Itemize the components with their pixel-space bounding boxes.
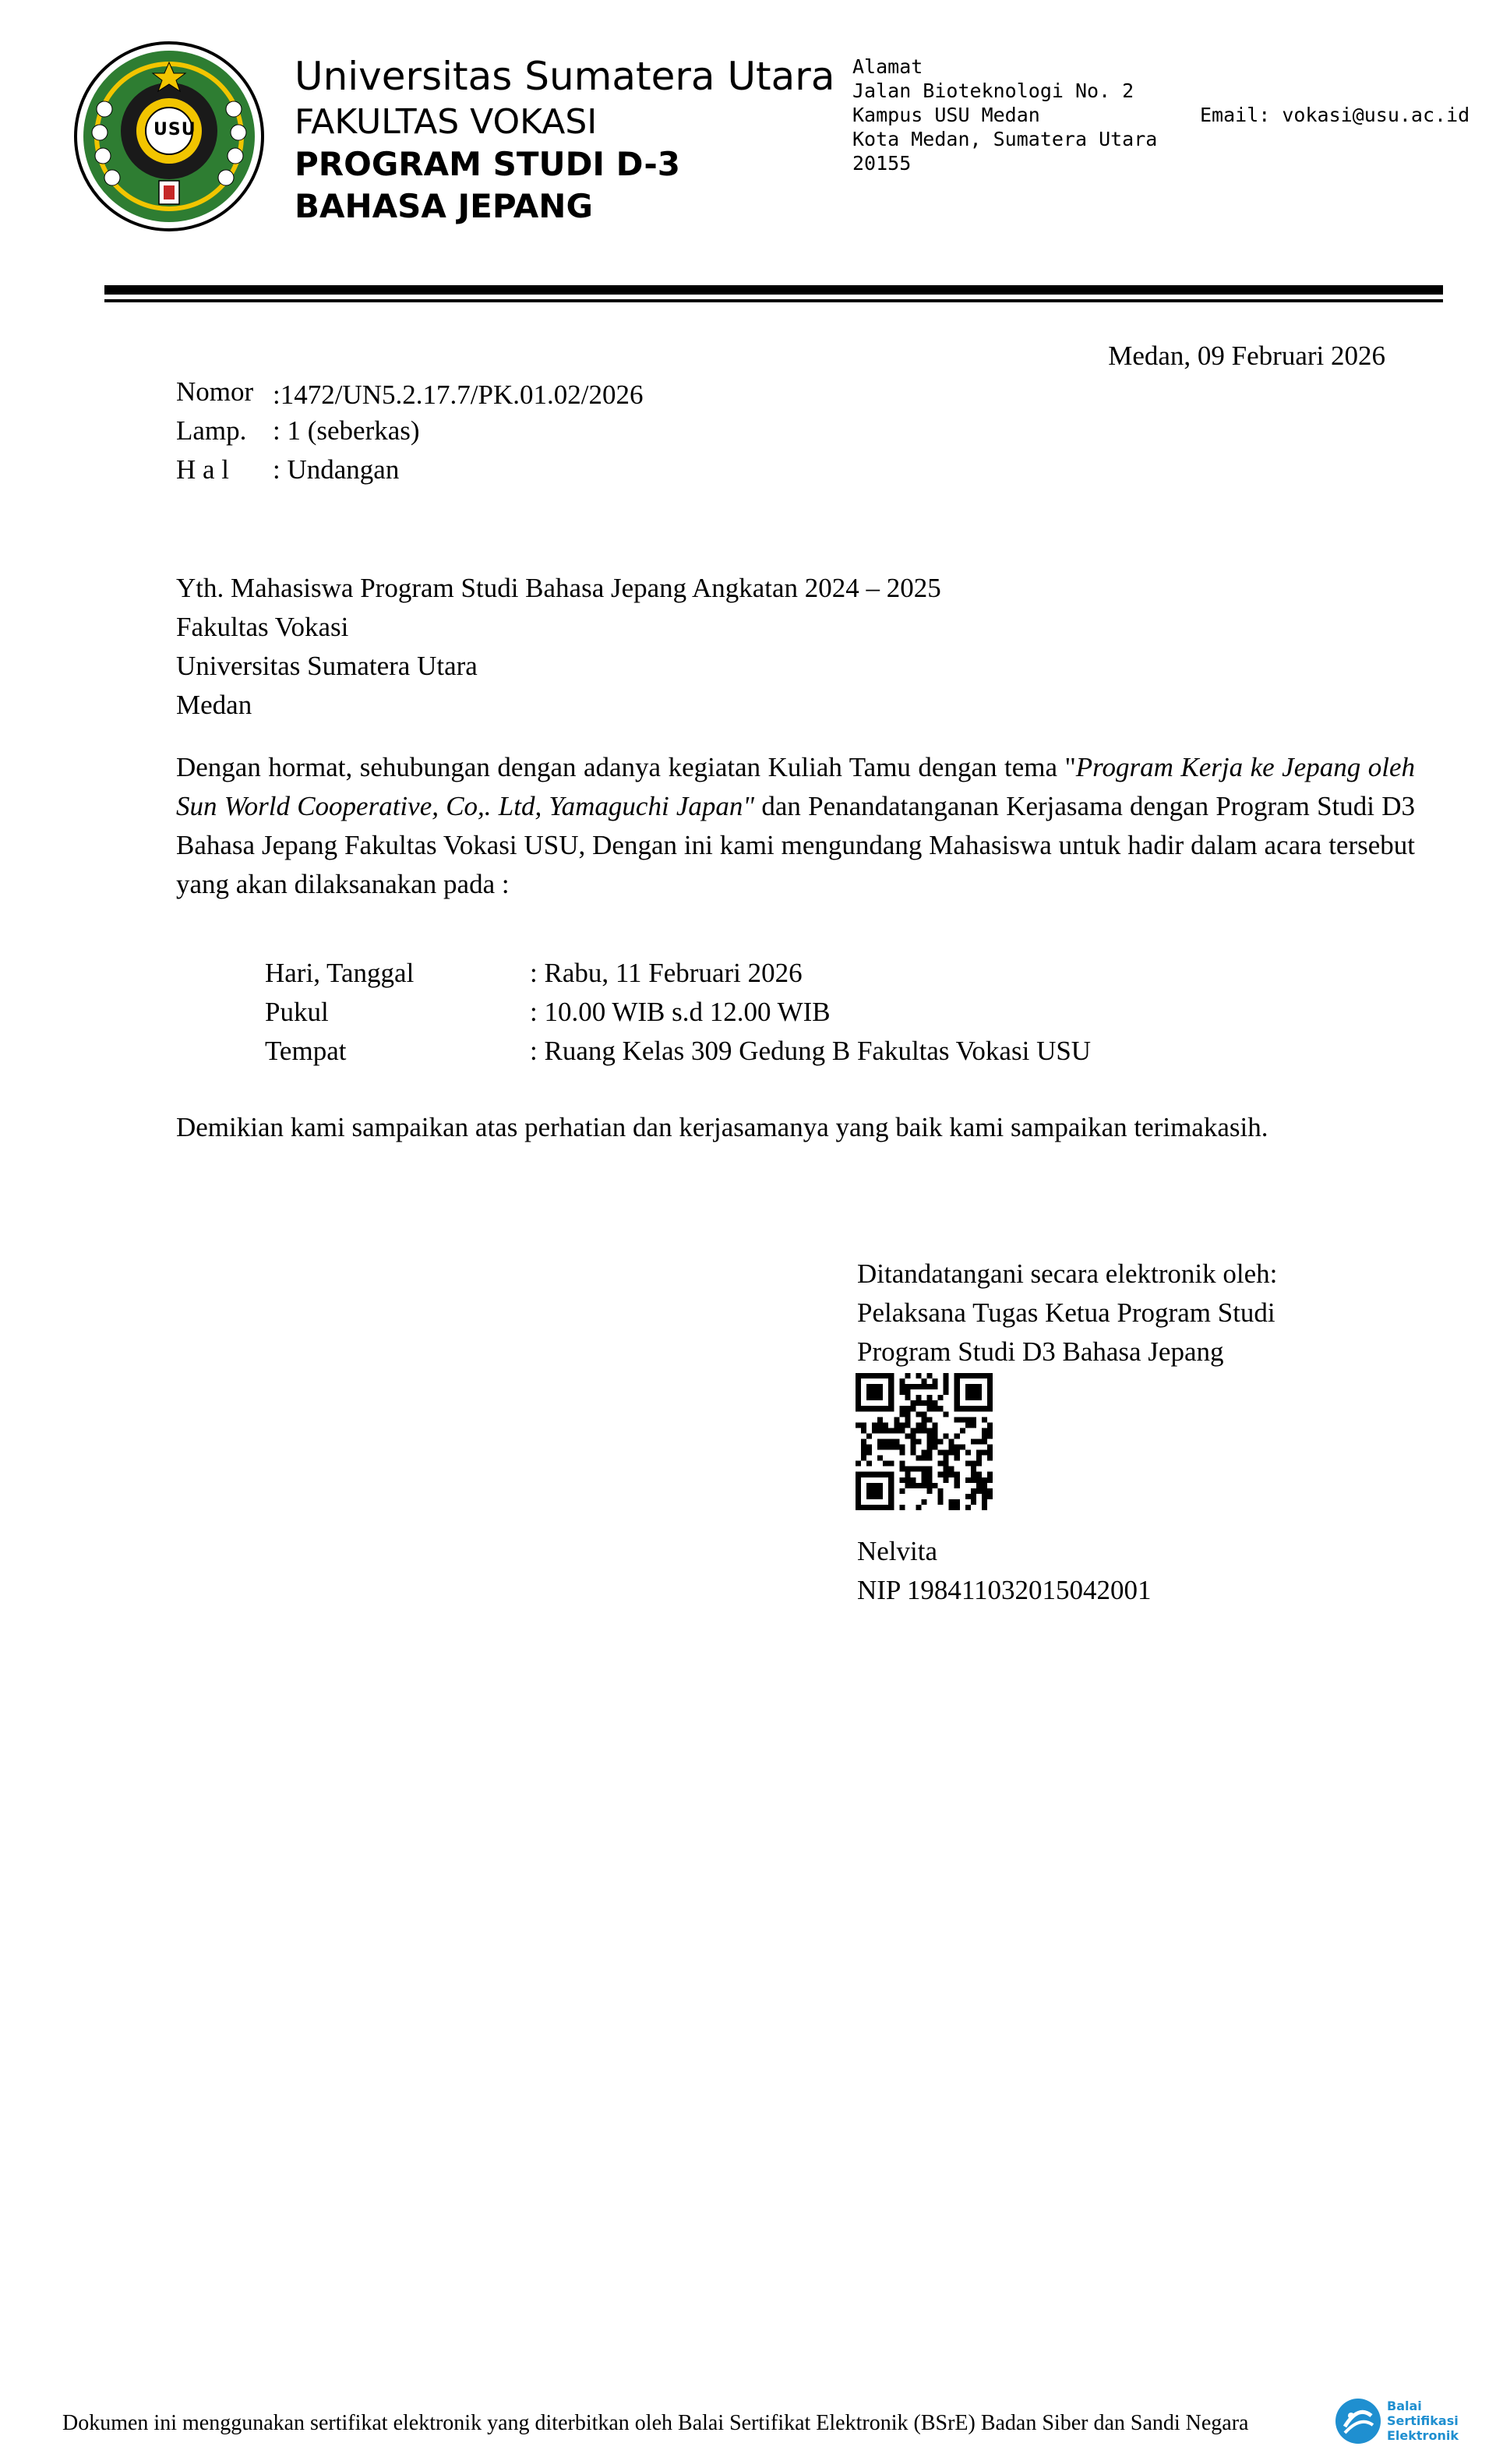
recipient-line: Yth. Mahasiswa Program Studi Bahasa Jepang Angkatan 2024 – 2025 xyxy=(176,573,941,603)
signatory-nip: NIP 198411032015042001 xyxy=(857,1575,1152,1605)
signature-line: Ditandatangani secara elektronik oleh: xyxy=(857,1258,1278,1289)
program-name-line1: PROGRAM STUDI D-3 xyxy=(295,145,680,183)
event-theme: Program Kerja ke Jepang oleh Sun World Cooperative, Co,. Ltd, Yamaguchi Japan" xyxy=(176,752,1415,821)
recipient-line: Universitas Sumatera Utara xyxy=(176,651,478,681)
signature-line: Program Studi D3 Bahasa Jepang xyxy=(857,1336,1224,1367)
program-name-line2: BAHASA JEPANG xyxy=(295,187,593,225)
bsre-label xyxy=(1387,2399,1459,2443)
detail-label-date: Hari, Tanggal xyxy=(265,958,415,988)
header-divider-thick xyxy=(104,285,1443,295)
bsre-logo-icon xyxy=(1334,2397,1382,2445)
footer-note: Dokumen ini menggunakan sertifikat elektronik yang diterbitkan oleh Balai Sertifikat Elektronik (BSrE) Badan Siber dan Sandi Negara xyxy=(62,2411,1249,2435)
signatory-name: Nelvita xyxy=(857,1536,938,1566)
bsre-label-line: Balai xyxy=(1387,2399,1422,2413)
bsre-label-line: Sertifikasi xyxy=(1387,2413,1459,2428)
meta-value-hal: : Undangan xyxy=(273,454,400,485)
detail-label-place: Tempat xyxy=(265,1036,347,1066)
meta-label-hal: H a l xyxy=(176,454,230,485)
meta-label-lamp: Lamp. xyxy=(176,415,247,446)
body-paragraph xyxy=(176,748,1415,904)
address-line: Kampus USU Medan xyxy=(852,104,1040,126)
signature-line: Pelaksana Tugas Ketua Program Studi xyxy=(857,1297,1275,1328)
meta-label-nomor: Nomor xyxy=(176,376,254,407)
letter-date: Medan, 09 Februari 2026 xyxy=(1108,341,1385,371)
faculty-name: FAKULTAS VOKASI xyxy=(295,102,598,142)
address-line: Jalan Bioteknologi No. 2 xyxy=(852,79,1134,102)
address-line: Kota Medan, Sumatera Utara xyxy=(852,128,1158,150)
meta-value-lamp: : 1 (seberkas) xyxy=(273,415,420,446)
para-text: Dengan hormat, sehubungan dengan adanya kegiatan Kuliah Tamu dengan tema " xyxy=(176,752,1076,782)
bsre-label-line: Elektronik xyxy=(1387,2428,1459,2443)
recipient-line: Medan xyxy=(176,690,252,720)
qr-code-icon xyxy=(856,1373,993,1510)
logo-initials: USU xyxy=(153,120,196,139)
address-block xyxy=(852,55,1157,175)
detail-value-time: : 10.00 WIB s.d 12.00 WIB xyxy=(530,997,831,1027)
address-line: 20155 xyxy=(852,152,912,175)
meta-value-nomor: :1472/UN5.2.17.7/PK.01.02/2026 xyxy=(273,379,644,410)
header-divider-thin xyxy=(104,299,1443,302)
recipient-line: Fakultas Vokasi xyxy=(176,612,349,642)
closing-sentence: Demikian kami sampaikan atas perhatian dan kerjasamanya yang baik kami sampaikan terimakasih. xyxy=(176,1112,1268,1142)
address-label: Alamat xyxy=(852,55,923,78)
email-address: Email: vokasi@usu.ac.id xyxy=(1200,104,1470,126)
detail-label-time: Pukul xyxy=(265,997,329,1027)
detail-value-place: : Ruang Kelas 309 Gedung B Fakultas Vokasi USU xyxy=(530,1036,1092,1066)
university-name: Universitas Sumatera Utara xyxy=(295,54,835,99)
para-text: dan Penandatanganan Kerjasama dengan Program Studi D3 Bahasa Jepang Fakultas Vokasi USU, Dengan ini kami mengundang Mahasiswa untuk hadir dalam acara tersebut yang akan dilaksanakan pada : xyxy=(176,791,1415,899)
detail-value-date: : Rabu, 11 Februari 2026 xyxy=(530,958,803,988)
